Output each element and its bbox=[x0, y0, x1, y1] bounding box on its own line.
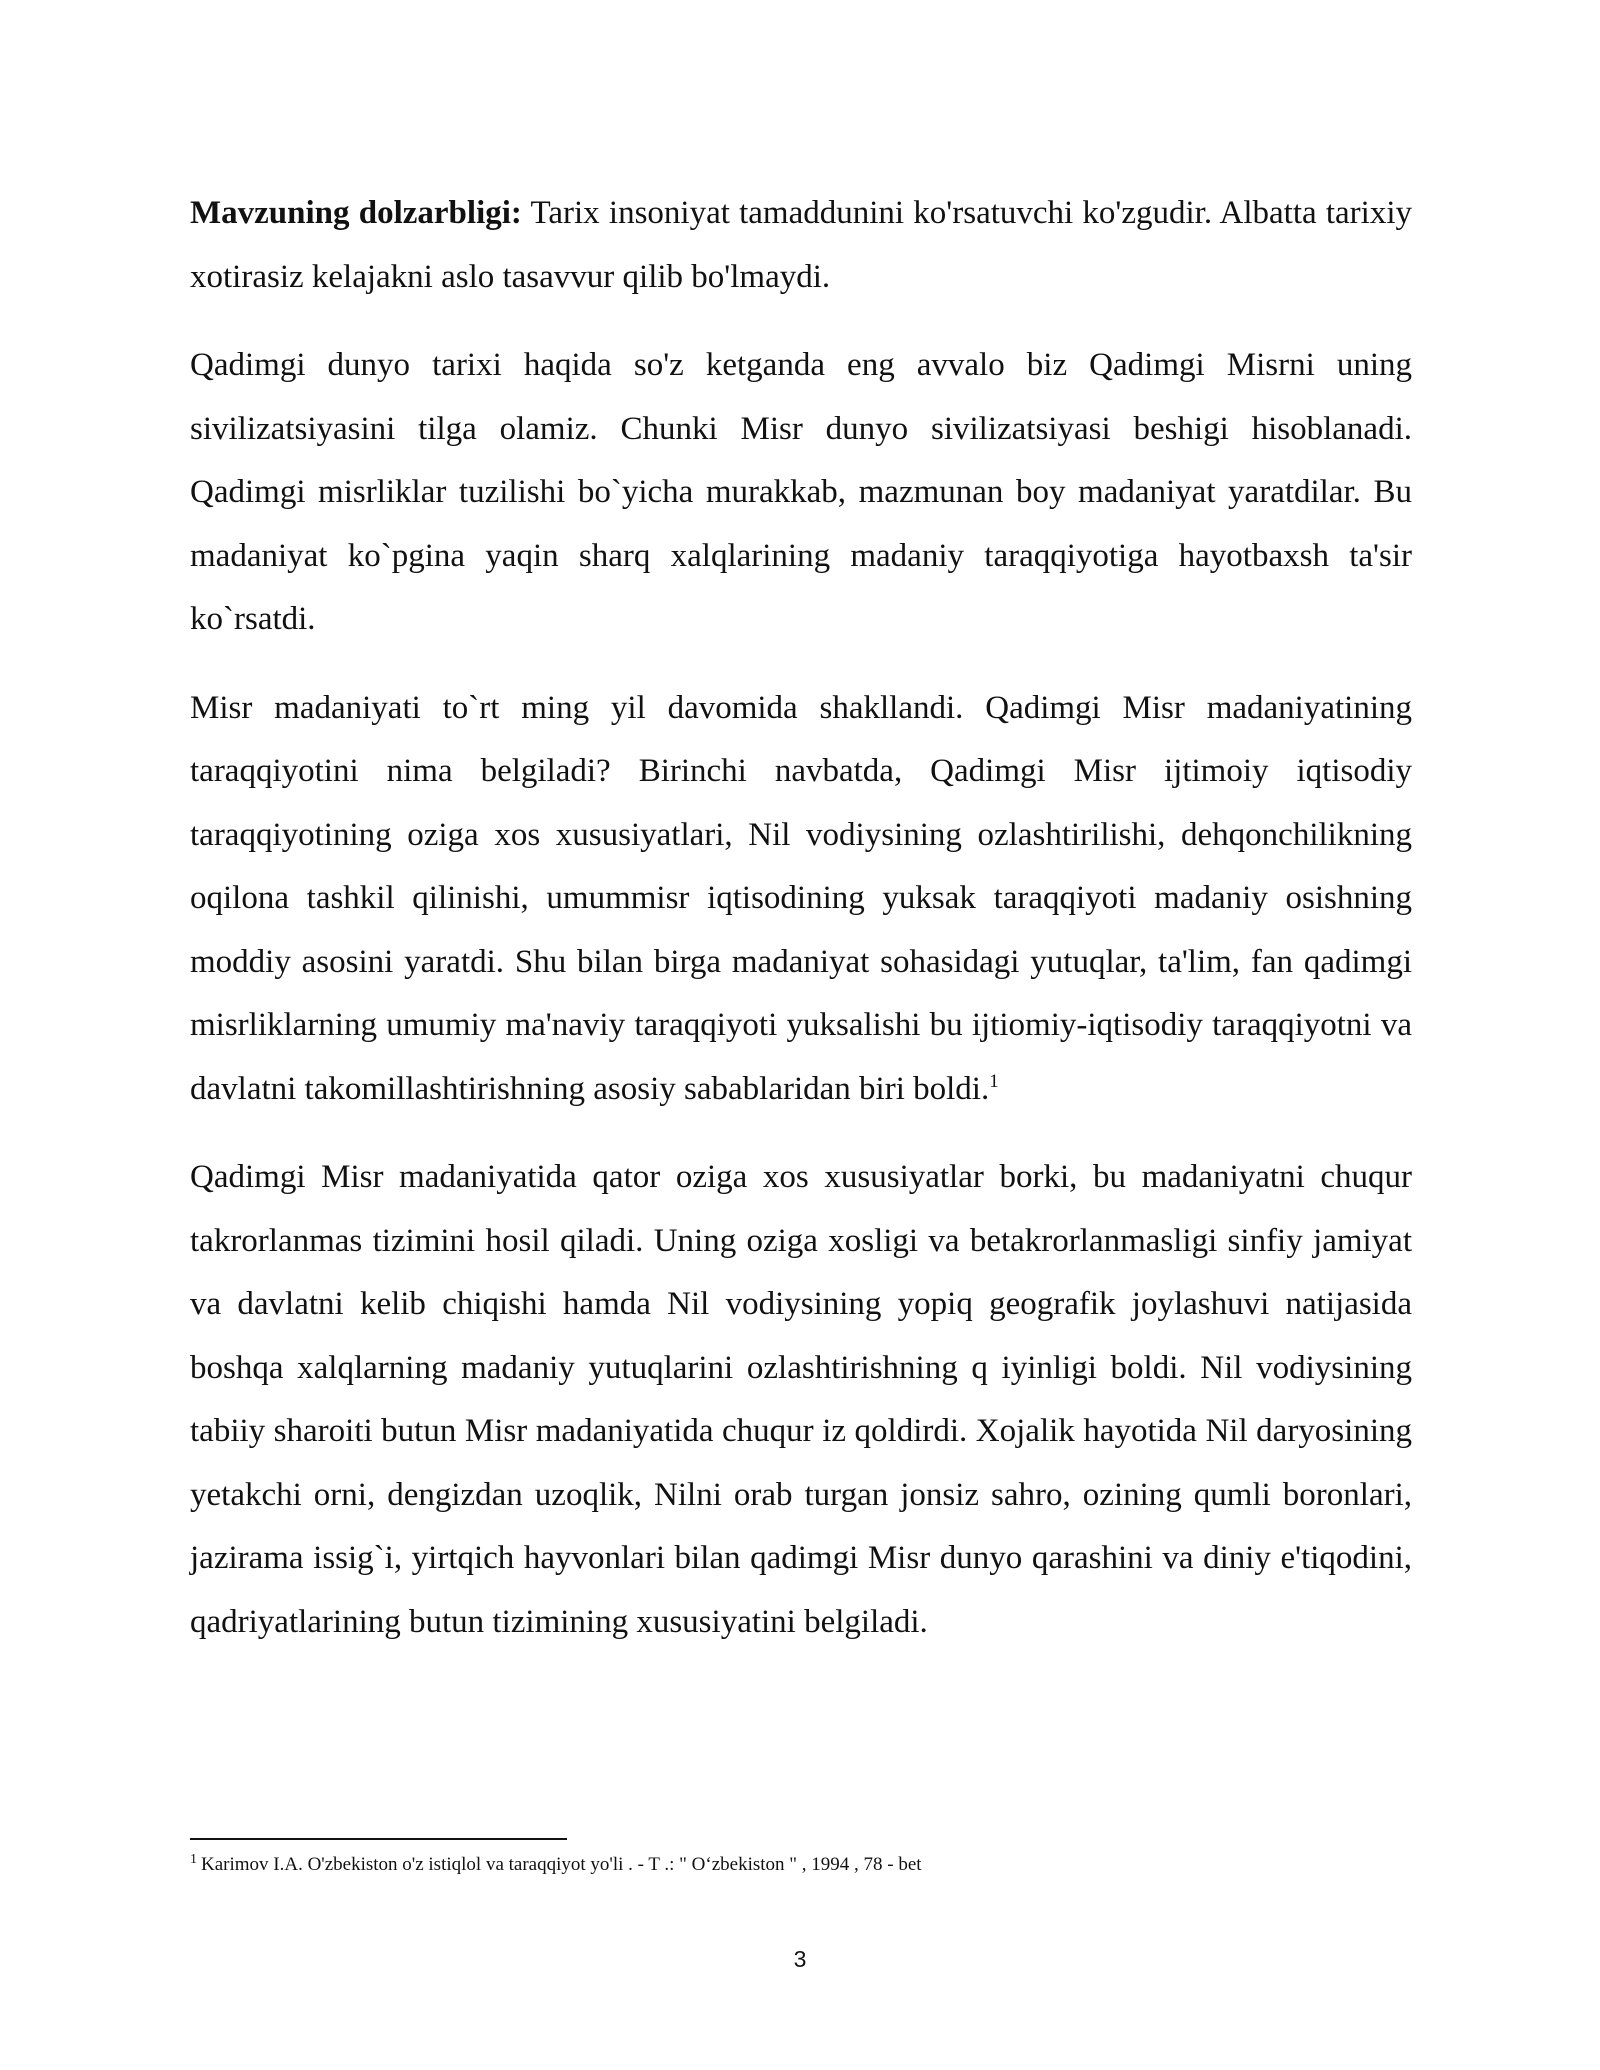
paragraph-text: Tarix insoniyat tamaddunini ko'rsatuvchi ko'zgudir. Albatta tarixiy xotirasiz kelajakni aslo tasavvur qilib bo'lmaydi. bbox=[190, 195, 1412, 295]
document-body bbox=[190, 182, 1412, 1679]
footnote-text: Karimov I.A. O'zbekiston o'z istiqlol va taraqqiyot yo'li . - T .: " O‘zbekiston " , 1994 , 78 - bet bbox=[201, 1854, 922, 1875]
page-number: 3 bbox=[793, 1946, 807, 1972]
paragraph-relevance bbox=[190, 182, 1412, 309]
footnote-reference[interactable]: 1 bbox=[989, 1070, 999, 1092]
section-heading: Mavzuning dolzarbligi: bbox=[190, 195, 522, 231]
paragraph-text: Misr madaniyati to`rt ming yil davomida shakllandi. Qadimgi Misr madaniyatining taraqqiyotini nima belgiladi? Birinchi navbatda, Qadimgi Misr ijtimoiy iqtisodiy taraqqiyotining oziga xos xususiyatlari, Nil vodiysining ozlashtirilishi, dehqonchilikning oqilona tashkil qilinishi, umummisr iqtisodining yuksak taraqqiyoti madaniy osishning moddiy asosini yaratdi. Shu bilan birga madaniyat sohasidagi yutuqlar, ta'lim, fan qadimgi misrliklarning umumiy ma'naviy taraqqiyoti yuksalishi bu ijtiomiy-iqtisodiy taraqqiyotni va davlatni takomillashtirishning asosiy sabablaridan biri boldi. bbox=[190, 689, 1412, 1107]
footnote-number: 1 bbox=[190, 1851, 197, 1867]
paragraph-ancient-world bbox=[190, 334, 1412, 652]
footnote bbox=[190, 1852, 1412, 1878]
paragraph-text: Qadimgi Misr madaniyatida qator oziga xos xususiyatlar borki, bu madaniyatni chuqur takrorlanmas tizimini hosil qiladi. Uning oziga xosligi va betakrorlanmasligi sinfiy jamiyat va davlatni kelib chiqishi hamda Nil vodiysining yopiq geografik joylashuvi natijasida boshqa xalqlarning madaniy yutuqlarini ozlashtirishning q iyinligi boldi. Nil vodiysining tabiiy sharoiti butun Misr madaniyatida chuqur iz qoldirdi. Xojalik hayotida Nil daryosining yetakchi orni, dengizdan uzoqlik, Nilni orab turgan jonsiz sahro, ozining qumli boronlari, jazirama issig`i, yirtqich hayvonlari bilan qadimgi Misr dunyo qarashini va diniy e'tiqodini, qadriyatlarining butun tizimining xususiyatini belgiladi. bbox=[190, 1159, 1412, 1640]
paragraph-egypt-culture-development bbox=[190, 677, 1412, 1122]
paragraph-egypt-culture-features bbox=[190, 1146, 1412, 1654]
paragraph-text: Qadimgi dunyo tarixi haqida so'z ketganda eng avvalo biz Qadimgi Misrni uning sivilizatsiyasini tilga olamiz. Chunki Misr dunyo sivilizatsiyasi beshigi hisoblanadi. Qadimgi misrliklar tuzilishi bo`yicha murakkab, mazmunan boy madaniyat yaratdilar. Bu madaniyat ko`pgina yaqin sharq xalqlarining madaniy taraqqiyotiga hayotbaxsh ta'sir ko`rsatdi. bbox=[190, 347, 1412, 637]
footnote-separator bbox=[190, 1838, 567, 1840]
